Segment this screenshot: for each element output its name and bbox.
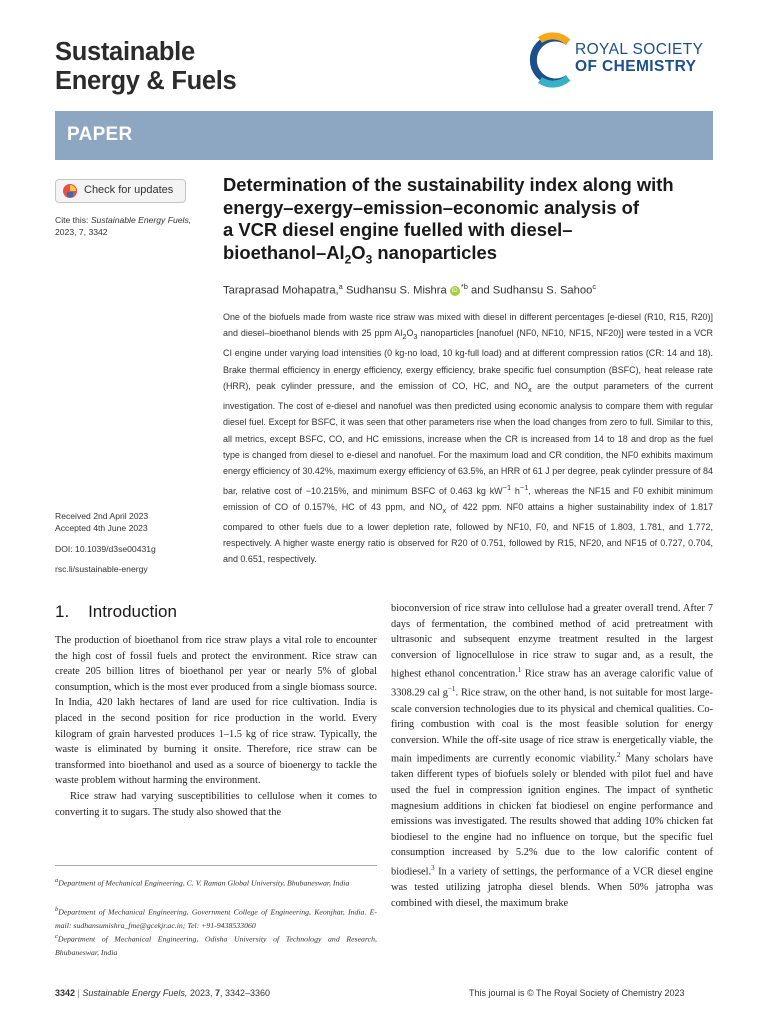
col2-text-b: Rice straw has an average calorific value of 3308.29 cal g	[391, 668, 713, 699]
reference-3-link[interactable]: 3	[431, 863, 435, 872]
page-footer-right: This journal is © The Royal Society of Chemistry 2023	[469, 988, 685, 998]
footer-journal: Sustainable Energy Fuels,	[82, 988, 188, 998]
col2-text-c: . Rice straw, on the other hand, is not suitable for most large-scale conversion technologies due to its physical and chemical qualities. Co-firing combustion with coal is the most feasible solution for energy conversion. While the off-site usage of rice straw is energetically viable, the main impediments are currently economic viability.	[391, 687, 714, 765]
cite-label: Cite this:	[55, 215, 89, 225]
body-column-left	[55, 633, 377, 820]
footnote-divider	[55, 865, 377, 866]
abstract-sub: 2	[402, 332, 407, 342]
intro-paragraph-3	[391, 601, 713, 911]
author-3-affiliation: c	[592, 282, 597, 291]
author-2-affiliation: *b	[460, 282, 468, 291]
section-heading-introduction: 1. Introduction	[55, 602, 177, 621]
abstract-sub: 3	[413, 332, 418, 342]
abstract-sup: −1	[502, 482, 512, 492]
title-line4-part1: bioethanol–Al	[223, 241, 345, 263]
abstract-text-5: h	[511, 485, 520, 496]
publisher-line2: OF CHEMISTRY	[575, 58, 697, 75]
article-type-label: PAPER	[67, 124, 133, 145]
abstract	[223, 309, 713, 568]
title-line4-part3: nanoparticles	[372, 241, 497, 263]
title-line4	[223, 242, 723, 271]
page-number: 3342	[55, 988, 76, 998]
accepted-date: Accepted 4th June 2023	[55, 523, 148, 533]
author-1-affiliation: a	[338, 282, 343, 291]
abstract-text-2: O	[406, 328, 414, 339]
reference-1-link[interactable]: 1	[517, 666, 522, 675]
page-footer-left	[55, 988, 270, 998]
publisher-name	[575, 41, 703, 75]
body-column-right	[391, 601, 713, 911]
intro-paragraph-1: The production of bioethanol from rice straw plays a vital role to encounter the high cost of fossil fuels and protect the environment. Rice straw can create 205 billion litres of bioethanol per year or nearly 5% of global consumption, which is the most ever produced from a single biomass source. In India, 420 lakh hectares of land are used for rice cultivation. India is placed in the second position for rice production in the world. Every kilogram of grain harvested produces 1–1.5 kg of rice straw. Typically, the waste is eliminated by burning it onsite. Therefore, rice straw can be transformed into bioethanol and used as a source of bioenergy to tackle the waste problem without harming the environment.	[55, 635, 377, 787]
abstract-sub: x	[527, 384, 532, 394]
footnote-b-text: Department of Mechanical Engineering, Government College of Engineering, Keonjhar, India. E-mail: sudhansumishra_fme@gcekjr.ac.in; Tel: +91-9438533060	[55, 907, 377, 931]
journal-title-line2: Energy & Fuels	[55, 67, 237, 95]
abstract-text-4: are the output parameters of the current investigation. The cost of e-diesel and nanofuel was then predicted using economic analysis to compare them with regular diesel fuel. Except for BSFC, it was seen that other parameters rise when the load changes from zero to full. Similar to this, all metrics, except BSFC, CO, and HC emissions, increase when the CR is increased from 14 to 18 and drop as the fuel type is changed from diesel to e-diesel and nanofuel. For the maximum load and CR condition, the NF0 exhibits maximum energy efficiency of 30.42%, maximum exergy efficiency of 63.5%, an HRR of 61 J per degree, peak cylinder pressure of 84 bar, relative cost of −10.215%, and minimum BSFC of 0.463 kg kW	[223, 380, 713, 496]
intro-paragraph-2: Rice straw had varying susceptibilities to cellulose when it comes to converting it to sugars. The study also showed that the	[55, 790, 377, 818]
abstract-text-3: nanoparticles [nanofuel (NF0, NF10, NF15, NF20)] were tested in a VCR CI engine under varying load intensities (0 kg-no load, 10 kg-full load) and at different compression ratios (CR: 14 and 18). Brake thermal efficiency in energy efficiency, exergy efficiency, brake specific fuel consumption (BSFC), heat release rate (HRR), peak cylinder pressure, and the emission of CO, HC, and NO	[223, 328, 713, 391]
title-line3: a VCR diesel engine fuelled with diesel–	[223, 219, 573, 240]
footer-separator: |	[75, 988, 83, 998]
abstract-text-7: of 422 ppm. NF0 attains a higher sustainability index of 1.817 compared to other fuels due to a lower depletion rate, followed by NF10, F0, and NF15 of 1.803, 1.781, and 1.772, respectively. A higher waste energy ratio is observed for R20 of 0.751, followed by R15, NF20, and NF15 of 0.727, 0.704, and 0.651, respectively.	[223, 501, 713, 565]
author-2[interactable]: Sudhansu S. Mishra	[342, 284, 447, 297]
footer-pages: , 3342–3360	[219, 988, 271, 998]
abstract-text-1: One of the biofuels made from waste rice straw was mixed with diesel in different percentages [e-diesel (R10, R15, R20)] and diesel–bioethanol blends with 25 ppm Al	[223, 312, 713, 339]
col2-text-e: In a variety of settings, the performance of a VCR diesel engine was tested utilizing jatropha diesel blends. When 50% jatropha was combined with diesel, the maximum brake	[391, 866, 713, 909]
footnote-c-mark: c	[55, 933, 58, 940]
rsc-logo-icon	[528, 32, 574, 88]
article-title	[223, 174, 723, 271]
author-1[interactable]: Taraprasad Mohapatra,	[223, 284, 339, 297]
abstract-sub: x	[442, 505, 447, 515]
journal-url-link[interactable]: rsc.li/sustainable-energy	[55, 564, 148, 574]
footer-year: 2023,	[187, 988, 215, 998]
check-updates-label: Check for updates	[84, 184, 174, 196]
abstract-text-6: , whereas the NF15 and F0 exhibit minimum emission of CO of 0.157%, HC of 43 ppm, and NO	[223, 485, 713, 512]
title-sub2: 3	[365, 252, 373, 267]
article-type-banner	[55, 111, 713, 160]
reference-2-link[interactable]: 2	[616, 751, 621, 760]
dates-block	[55, 510, 148, 534]
title-line1: Determination of the sustainability index along with	[223, 174, 674, 195]
footnote-c	[55, 930, 377, 960]
footnote-a	[55, 874, 377, 890]
footnote-b-mark: b	[55, 906, 59, 913]
footnote-a-mark: a	[55, 877, 59, 884]
col2-text-d: Many scholars have taken different types of biofuels solely or blended with pilot fuel and have used the fuel in compression ignition engines. The impact of synthetic magnesium additions in chicken fat biodiesel on engine performance and emissions was investigated. The results showed that adding 10% chicken fat biodiesel to the engine had no influence on torque, but the specific fuel consumption increased by 5.2% due to the low calorific content of biodiesel.	[391, 753, 713, 878]
footnote-b	[55, 903, 377, 933]
col2-sup: −1	[447, 685, 456, 694]
footnote-a-text: Department of Mechanical Engineering, C. V. Raman Global University, Bhubaneswar, India	[58, 878, 350, 888]
footer-volume: 7	[214, 988, 220, 998]
orcid-icon[interactable]: iD	[450, 286, 460, 296]
received-date: Received 2nd April 2023	[55, 511, 149, 521]
title-line2: energy–exergy–emission–economic analysis of	[223, 196, 640, 218]
cite-journal: Sustainable Energy Fuels,	[90, 215, 192, 225]
author-3[interactable]: and Sudhansu S. Sahoo	[467, 284, 593, 297]
title-sub1: 2	[344, 252, 352, 267]
title-line4-part2: O	[351, 241, 366, 263]
journal-title	[55, 38, 236, 96]
col2-text-a: bioconversion of rice straw into cellulose had a greater overall trend. After 7 days of fermentation, the combined method of acid pretreatment with ultrasonic and subsequent enzyme treatment resulted in the largest conversion of lignocellulose in rice straw to sugar and, as a result, the highest ethanol concentration.	[391, 603, 713, 680]
author-list	[223, 282, 596, 297]
cite-details: 2023, 7, 3342	[55, 227, 108, 237]
footnote-c-text: Department of Mechanical Engineering, Odisha University of Technology and Research, Bhubaneswar, India	[55, 934, 377, 958]
abstract-sup: −1	[519, 482, 529, 492]
check-for-updates-button[interactable]	[55, 179, 186, 203]
citation-block	[55, 214, 191, 238]
check-updates-icon	[62, 183, 78, 199]
journal-title-line1: Sustainable	[55, 38, 195, 66]
publisher-line1: ROYAL SOCIETY	[575, 41, 704, 58]
doi-link[interactable]: DOI: 10.1039/d3se00431g	[55, 544, 156, 554]
